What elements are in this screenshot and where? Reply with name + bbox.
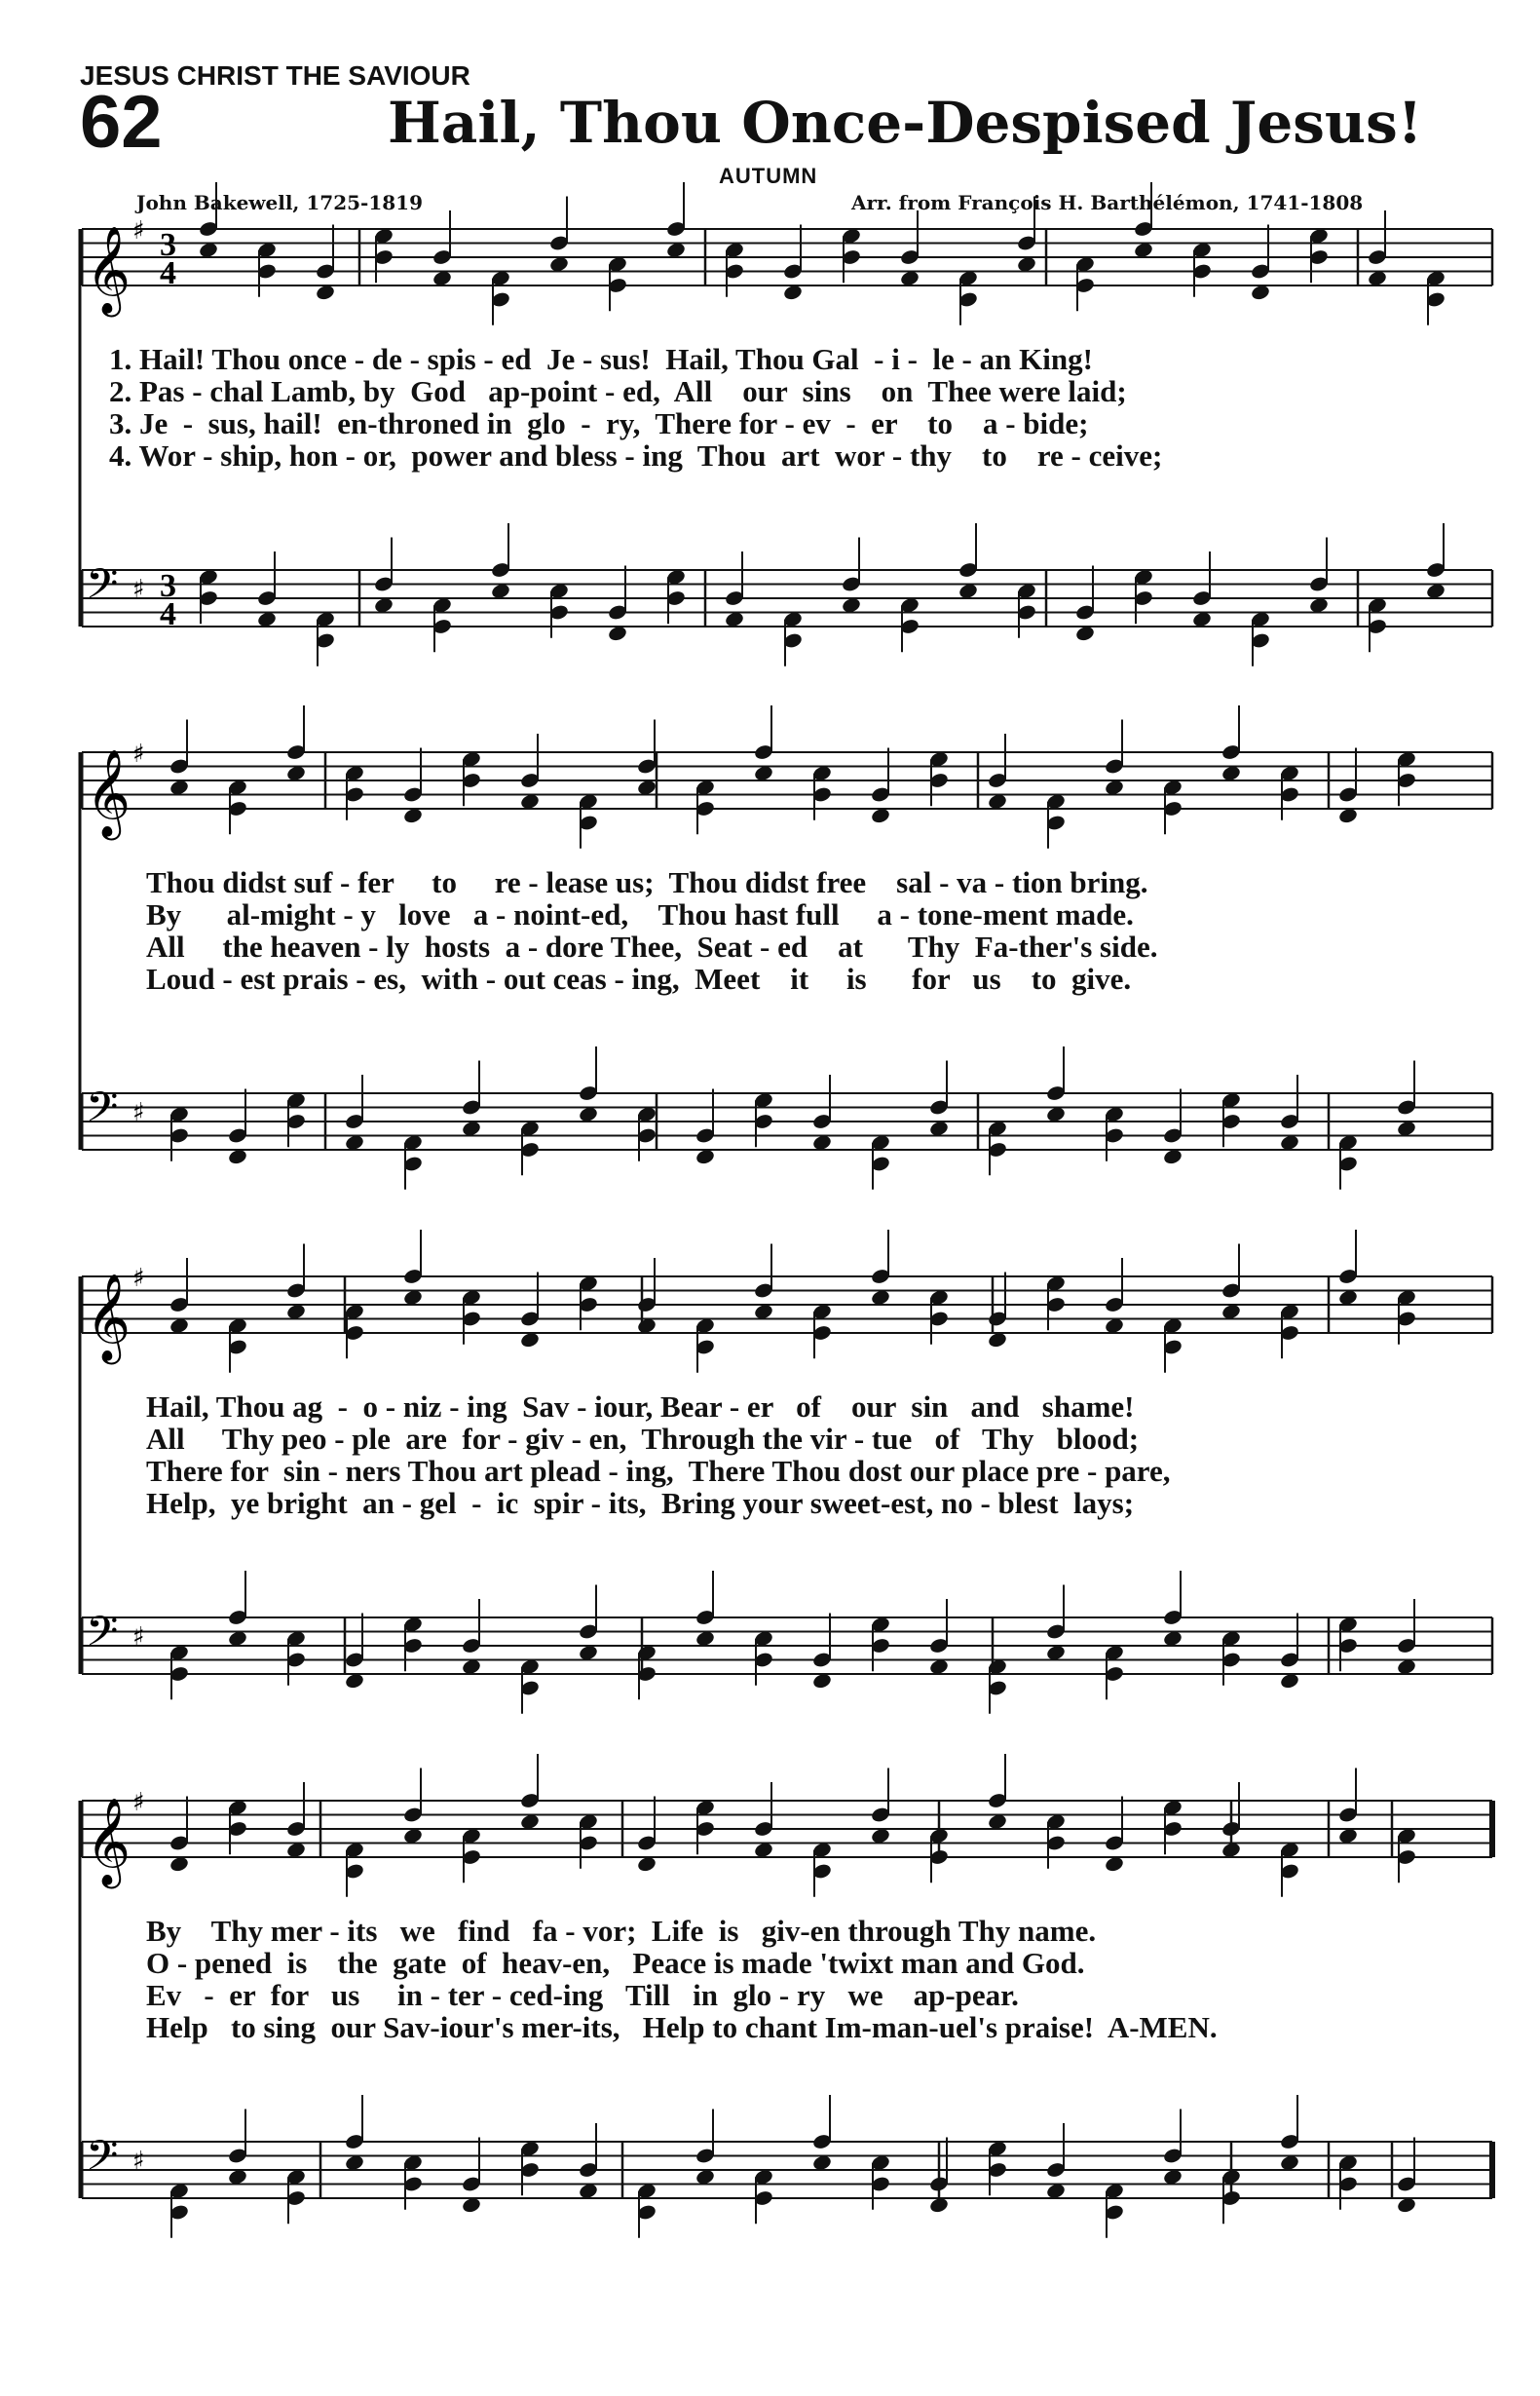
time-signature-top: 3 xyxy=(160,568,176,604)
bass-staff xyxy=(82,2095,1492,2238)
treble-clef-icon: 𝄞 xyxy=(86,226,131,314)
hymn-number: 62 xyxy=(80,81,163,164)
time-signature-bottom: 4 xyxy=(160,255,176,291)
time-signature-top: 3 xyxy=(160,227,176,263)
lyric-line-verse-4: Loud - est prais - es, with - out ceas - ing, Meet it is for us to give. xyxy=(146,962,1132,996)
lyric-line-verse-2: O - pened is the gate of heav-en, Peace is made 'twixt man and God. xyxy=(146,1946,1085,1980)
lyric-line-verse-3: Ev - er for us in - ter - ced-ing Till in glo - ry we ap-pear. xyxy=(146,1978,1019,2012)
sharp-key-signature-icon: ♯ xyxy=(132,1621,145,1652)
lyric-line-verse-1: Thou didst suf - fer to re - lease us; Thou didst free sal - va - tion bring. xyxy=(146,865,1148,899)
time-signature-bottom: 4 xyxy=(160,596,176,632)
lyric-line-verse-1: Hail, Thou ag - o - niz - ing Sav - iour, Bear - er of our sin and shame! xyxy=(146,1389,1135,1424)
lyric-line-verse-3: All the heaven - ly hosts a - dore Thee, Seat - ed at Thy Fa-ther's side. xyxy=(146,930,1158,964)
treble-clef-icon: 𝄞 xyxy=(86,749,131,837)
sharp-key-signature-icon: ♯ xyxy=(132,1788,145,1817)
tune-name: AUTUMN xyxy=(719,164,818,188)
sharp-key-signature-icon: ♯ xyxy=(132,216,145,246)
lyric-line-verse-1: 1. Hail! Thou once - de - spis - ed Je - sus! Hail, Thou Gal - i - le - an King! xyxy=(109,342,1093,376)
lyric-line-verse-2: All Thy peo - ple are for - giv - en, Through the vir - tue of Thy blood; xyxy=(146,1422,1140,1456)
bass-clef-icon: 𝄢 xyxy=(86,1084,119,1142)
bass-clef-icon: 𝄢 xyxy=(86,2132,119,2190)
treble-clef-icon: 𝄞 xyxy=(86,1798,131,1885)
bass-clef-icon: 𝄢 xyxy=(86,1608,119,1666)
sharp-key-signature-icon: ♯ xyxy=(132,1264,145,1293)
lyric-line-verse-1: By Thy mer - its we find fa - vor; Life is giv-en through Thy name. xyxy=(146,1914,1097,1948)
lyric-line-verse-4: Help to sing our Sav-iour's mer-its, Help to chant Im-man-uel's praise! A-MEN. xyxy=(146,2010,1218,2044)
lyric-line-verse-4: 4. Wor - ship, hon - or, power and bless - ing Thou art wor - thy to re - ceive; xyxy=(109,438,1163,473)
arranger-credit: Arr. from François H. Barthélémon, 1741-1808 xyxy=(851,191,1364,214)
lyric-line-verse-2: 2. Pas - chal Lamb, by God ap-point - ed, All our sins on Thee were laid; xyxy=(109,374,1127,408)
lyric-line-verse-4: Help, ye bright an - gel - ic spir - its, Bring your sweet-est, no - blest lays; xyxy=(146,1486,1135,1520)
treble-staff xyxy=(82,1754,1492,1897)
section-heading: JESUS CHRIST THE SAVIOUR xyxy=(80,60,470,91)
hymn-title: Hail, Thou Once-Despised Jesus! xyxy=(388,90,1423,156)
lyric-line-verse-3: There for sin - ners Thou art plead - ing, There Thou dost our place pre - pare, xyxy=(146,1454,1171,1488)
sharp-key-signature-icon: ♯ xyxy=(132,2146,145,2176)
lyric-line-verse-3: 3. Je - sus, hail! en-throned in glo - ry, There for - ev - er to a - bide; xyxy=(109,406,1089,440)
sharp-key-signature-icon: ♯ xyxy=(132,1097,145,1127)
lyric-line-verse-2: By al-might - y love a - noint-ed, Thou hast full a - tone-ment made. xyxy=(146,897,1134,932)
author-credit: John Bakewell, 1725-1819 xyxy=(136,191,423,214)
sharp-key-signature-icon: ♯ xyxy=(132,740,145,769)
sharp-key-signature-icon: ♯ xyxy=(132,574,145,604)
bass-clef-icon: 𝄢 xyxy=(86,560,119,619)
treble-clef-icon: 𝄞 xyxy=(86,1274,131,1361)
